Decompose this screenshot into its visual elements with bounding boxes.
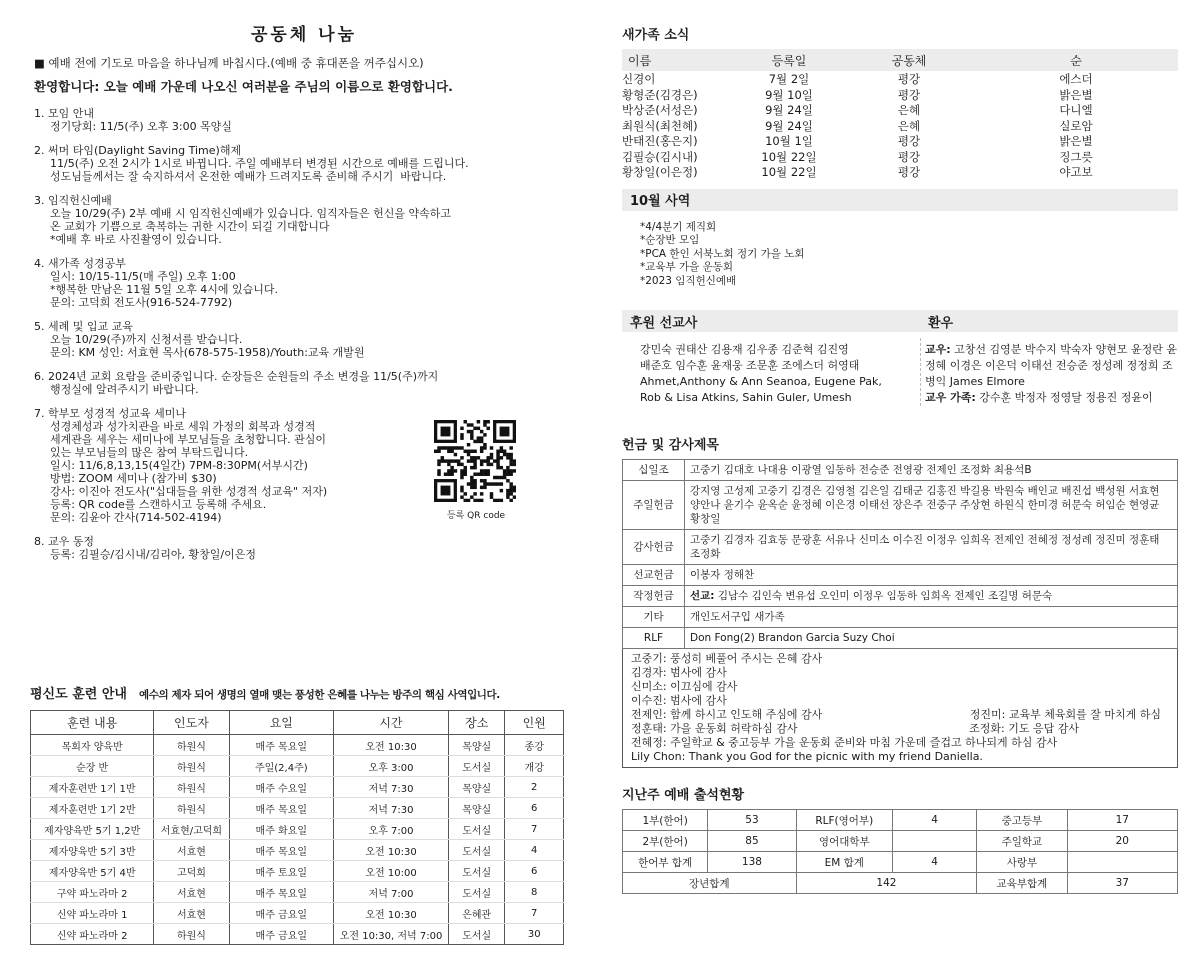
training-cell: 6 [505,861,564,882]
offering-names-text: 고중기 김대호 나대용 이광열 임동하 전승준 전영광 전제인 조정화 최용석B [690,464,1032,476]
new-family-cell: 평강 [897,149,921,164]
announcement-line: 오늘 10/29(주) 2부 예배 시 임직헌신예배가 있습니다. 임직자들은 헌신을 약속하고 [50,207,452,220]
announcement-heading: 6. 2024년 교회 요람을 준비중입니다. 순장들은 순원들의 주소 변경을 11/5(주)까지 [34,370,439,383]
training-cell: 오전 10:30 [334,735,449,756]
training-cell: 신약 파노라마 2 [31,924,154,945]
training-cell: 6 [505,798,564,819]
sick-label-members: 교우: [925,343,951,356]
announcement-line: 11/5(주) 오전 2시가 1시로 바뀝니다. 주일 예배부터 변경된 시간으로 예배를 드립니다. [50,157,469,170]
offering-names-text: 개인도서구입 새가족 [690,611,785,623]
training-cell: 서효현 [154,903,229,924]
training-cell: 목양실 [449,798,505,819]
training-cell: 하원식 [154,924,229,945]
attendance-cell: 중고등부 [977,810,1067,831]
announcement-heading: 2. 써머 타임(Daylight Saving Time)해제 [34,144,242,157]
training-cell: 제자훈련반 1기 1반 [31,777,154,798]
offering-row [623,628,1178,649]
attendance-cell: 영어대학부 [796,831,892,852]
announcement-heading: 5. 세례 및 입교 교육 [34,320,133,333]
qr-code-block[interactable] [434,420,518,521]
new-family-cell: 황형준(김경은) [622,87,698,102]
announcement-line: 정기당회: 11/5(주) 오후 3:00 목양실 [50,120,232,133]
october-item: *PCA 한인 서북노회 정기 가을 노회 [640,247,805,260]
new-family-row [622,119,1178,135]
attendance-cell [892,831,976,852]
new-family-cell: 10월 1일 [765,134,813,148]
training-cell: 매주 목요일 [229,798,334,819]
new-family-cell: 박상준(서성은) [622,103,698,117]
october-item: *4/4분기 제직회 [640,220,717,233]
attendance-title: 지난주 예배 출석현황 [622,788,745,803]
announcement-line: 온 교회가 기쁨으로 축복하는 귀한 시간이 되길 기대합니다 [50,220,330,233]
training-cell: 목양실 [449,777,505,798]
training-cell: 은혜관 [449,903,505,924]
training-row [31,798,564,819]
new-family-cell: 징그릇 [1059,149,1093,164]
new-family-cell: 에스더 [1059,72,1093,86]
attendance-cell: 53 [708,810,796,831]
new-family-cell: 7월 2일 [768,72,810,86]
training-cell: 도서실 [449,840,505,861]
announcement-line: 등록: QR code를 스캔하시고 등록해 주세요. [50,498,267,511]
thanks-item: 정진미: 교육부 체육회를 잘 마치게 하심 [969,708,1161,721]
announcement-item [34,144,574,183]
training-cell: 오전 10:30, 저녁 7:00 [334,924,449,945]
training-column-header: 훈련 내용 [31,711,154,735]
offering-names-text: 강지영 고성제 고중기 김경은 김영철 김은일 김태군 김홍진 박길용 박원숙 배인교 배진섭 백성원 서효현 양안나 윤기수 윤옥순 윤정혜 이은경 이태선 장은주 전중구 주상현 하원식 한미경 허문숙 허임순 현영균 황창일 [690,485,1160,525]
october-title: 10월 사역 [622,189,1178,211]
offering-category: 기타 [623,607,685,628]
training-row [31,735,564,756]
training-cell: 저녁 7:00 [334,882,449,903]
offering-category: 주일헌금 [623,481,685,530]
attendance-cell: 한어부 합계 [623,852,708,873]
offering-names [685,530,1178,565]
october-item: *2023 임직헌신예배 [640,274,737,287]
announcement-line: 문의: 고덕희 전도사(916-524-7792) [50,296,233,309]
attendance-cell: 1부(한어) [623,810,708,831]
offering-row [623,481,1178,530]
offering-names [685,607,1178,628]
training-cell: 하원식 [154,756,229,777]
attendance-cell: EM 합계 [796,852,892,873]
training-cell: 도서실 [449,861,505,882]
qr-caption: 등록 QR code [446,511,506,521]
attendance-cell: 20 [1067,831,1177,852]
new-family-row [622,88,1178,104]
october-item: *순장반 모임 [640,234,700,246]
training-cell: 종강 [505,735,564,756]
training-cell: 서효현/고덕희 [154,819,229,840]
worship-notice: ■ 예배 전에 기도로 마음을 하나님께 바칩시다.(예배 중 휴대폰을 꺼주십시오) [34,56,424,70]
training-cell: 도서실 [449,882,505,903]
training-cell: 2 [505,777,564,798]
new-family-cell: 최원식(최천혜) [622,118,698,133]
sick-title: 환우 [920,310,1178,332]
announcement-item [34,370,574,396]
new-family-column-header: 이름 [628,53,652,68]
announcement-line: *행복한 만남은 11월 5일 오후 4시에 있습니다. [50,283,278,296]
training-cell: 매주 수요일 [229,777,334,798]
training-cell: 도서실 [449,819,505,840]
offering-names-text: 고중기 김경자 김효동 문광훈 서유나 신미소 이수진 이정우 임희옥 전제인 전혜정 정성례 정진미 정훈태 조정화 [690,534,1160,560]
training-cell: 신약 파노라마 1 [31,903,154,924]
training-row [31,861,564,882]
announcement-line: *예배 후 바로 사진촬영이 있습니다. [50,233,222,246]
training-cell: 제자양육반 5기 4반 [31,861,154,882]
training-cell: 구약 파노라마 2 [31,882,154,903]
training-cell: 하원식 [154,735,229,756]
new-family-cell: 평강 [897,165,921,179]
training-cell: 오후 7:00 [334,819,449,840]
right-column [622,0,1178,894]
welcome-message: 환영합니다: 오늘 예배 가운데 나오신 여러분을 주님의 이름으로 환영합니다. [34,79,453,94]
attendance-edu-label: 교육부합계 [977,873,1067,894]
training-title: 평신도 훈련 안내 [30,687,127,702]
new-family-cell: 평강 [897,87,921,102]
announcement-heading: 3. 임직헌신예배 [34,194,112,207]
offering-names-text: Don Fong(2) Brandon Garcia Suzy Choi [690,632,895,644]
training-cell: 제자양육반 5기 1,2반 [31,819,154,840]
training-row [31,840,564,861]
training-cell: 고덕희 [154,861,229,882]
missionary-line: 강민숙 권태산 김용재 김우종 김준혁 김진영 [640,343,849,356]
announcement-heading: 4. 새가족 성경공부 [34,257,126,270]
training-cell: 목회자 양육반 [31,735,154,756]
attendance-row [623,831,1178,852]
training-cell: 4 [505,840,564,861]
announcement-heading: 7. 학부모 성경적 성교육 세미나 [34,407,186,420]
training-cell: 서효현 [154,840,229,861]
announcement-item [34,194,574,246]
offering-row [623,530,1178,565]
new-family-cell: 실로암 [1059,118,1093,133]
training-cell: 서효현 [154,882,229,903]
training-cell: 오전 10:30 [334,903,449,924]
offering-table [622,459,1178,649]
thanks-item: 정훈태: 가을 운동회 허락하심 감사 [631,722,798,735]
new-family-column-header: 등록일 [771,53,807,68]
offering-category: 십일조 [623,460,685,481]
october-item: *교육부 가을 운동회 [640,261,734,273]
training-cell: 오전 10:00 [334,861,449,882]
offering-names [685,586,1178,607]
offering-row [623,565,1178,586]
training-cell: 매주 목요일 [229,735,334,756]
training-cell: 오후 3:00 [334,756,449,777]
offering-category: RLF [623,628,685,649]
training-cell: 매주 금요일 [229,903,334,924]
attendance-cell: 17 [1067,810,1177,831]
announcement-item [34,320,574,359]
training-cell: 매주 토요일 [229,861,334,882]
training-row [31,882,564,903]
new-family-cell: 10월 22일 [761,165,817,179]
training-row [31,756,564,777]
new-family-cell: 신경이 [622,72,656,86]
missionaries-title: 후원 선교사 [622,310,920,332]
training-cell: 7 [505,903,564,924]
new-family-cell: 평강 [897,134,921,148]
attendance-cell: 사랑부 [977,852,1067,873]
offering-category: 선교헌금 [623,565,685,586]
attendance-row [623,852,1178,873]
training-cell: 개강 [505,756,564,777]
offering-row [623,586,1178,607]
training-column-header: 장소 [449,711,505,735]
training-cell: 30 [505,924,564,945]
offering-category: 감사헌금 [623,530,685,565]
announcement-item [34,535,574,561]
announcement-line: 등록: 김필승/김시내/김리아, 황창일/이은정 [50,548,256,561]
offering-names [685,460,1178,481]
offering-names [685,628,1178,649]
training-cell: 8 [505,882,564,903]
new-family-cell: 밝은별 [1059,134,1093,148]
training-cell: 매주 금요일 [229,924,334,945]
new-family-cell: 은혜 [897,103,921,117]
attendance-cell: 주일학교 [977,831,1067,852]
training-cell: 목양실 [449,735,505,756]
thanks-item: 김경자: 범사에 감사 [631,666,727,679]
offering-names [685,481,1178,530]
offering-names-text: 이봉자 정해찬 [690,569,755,581]
training-cell: 하원식 [154,777,229,798]
thanks-item: 전혜정: 주일학교 & 중고등부 가을 운동회 준비와 마침 가운데 즐겁고 하나되게 하심 감사 [631,736,1058,749]
announcement-heading: 1. 모임 안내 [34,107,94,120]
training-cell: 도서실 [449,924,505,945]
announcement-item [34,107,574,133]
new-family-cell: 10월 22일 [761,149,817,164]
new-family-row [622,165,1178,181]
attendance-cell: 4 [892,810,976,831]
training-cell: 제자훈련반 1기 2반 [31,798,154,819]
new-family-list [622,71,1178,181]
training-column-header: 요일 [229,711,334,735]
offering-category: 작정헌금 [623,586,685,607]
training-cell: 도서실 [449,756,505,777]
training-column-header: 인원 [505,711,564,735]
thanks-item: Lily Chon: Thank you God for the picnic with my friend Daniella. [631,750,983,763]
training-row [31,777,564,798]
offering-names [685,565,1178,586]
new-family-header [622,49,1178,71]
sick-label-family: 교우 가족: [925,391,976,404]
new-family-cell: 반태진(홍은지) [622,134,698,148]
sick-family: 강수훈 박정자 정영달 정용진 정윤이 [979,391,1153,404]
attendance-cell: 138 [708,852,796,873]
thanks-item: 조정화: 기도 응답 감사 [969,722,1079,735]
training-column-header: 인도자 [154,711,229,735]
offering-names-text: 김남수 김인숙 변유섭 오인미 이정우 임동하 임희옥 전제인 조길명 허문숙 [714,590,1053,602]
training-cell: 제자양육반 5기 3반 [31,840,154,861]
new-family-row [622,103,1178,119]
announcement-line: 성경체성과 성가치관을 바로 세워 가정의 회복과 성경적 [50,420,316,433]
thanks-item: 전제인: 함께 하시고 인도해 주심에 감사 [631,708,823,721]
new-family-column-header: 공동체 [891,53,927,68]
announcement-line: 있는 부모님들의 많은 참여 부탁드립니다. [50,446,249,459]
attendance-total-value: 142 [796,873,977,894]
training-cell: 순장 반 [31,756,154,777]
thanks-item: 고중기: 풍성히 베풀어 주시는 은혜 감사 [631,652,823,665]
missionary-line: Rob & Lisa Atkins, Sahin Guler, Umesh [640,391,852,404]
new-family-column-header: 순 [1070,53,1082,68]
announcement-line: 오늘 10/29(주)까지 신청서를 받습니다. [50,333,243,346]
announcement-line: 문의: 김윤아 간사(714-502-4194) [50,511,222,524]
announcement-item [34,257,574,309]
attendance-cell [1067,852,1177,873]
sick-list [920,338,1178,406]
training-cell: 매주 목요일 [229,840,334,861]
new-family-row [622,134,1178,150]
training-column-header: 시간 [334,711,449,735]
new-family-cell: 평강 [897,72,921,86]
announcement-line: 일시: 11/6,8,13,15(4일간) 7PM-8:30PM(서부시간) [50,459,308,472]
training-row [31,903,564,924]
training-cell: 하원식 [154,798,229,819]
missionaries-list [622,332,920,406]
offering-title: 헌금 및 감사제목 [622,438,719,453]
training-cell: 7 [505,819,564,840]
training-section [30,683,564,945]
new-family-cell: 9월 24일 [765,103,813,117]
announcement-line: 방법: ZOOM 세미나 (참가비 $30) [50,472,217,485]
new-family-title: 새가족 소식 [622,28,690,43]
announcement-line: 세계관을 세우는 세미나에 부모님들을 초청합니다. 관심이 [50,433,327,446]
training-row [31,924,564,945]
new-family-cell: 은혜 [897,118,921,133]
missionary-line: Ahmet,Anthony & Ann Seanoa, Eugene Pak, [640,375,882,388]
missionary-line: 배준호 임수훈 윤재웅 조문훈 조에스더 허영태 [640,359,860,372]
thanks-item: 이수진: 범사에 감사 [631,694,727,707]
new-family-row [622,72,1178,88]
training-row [31,819,564,840]
training-cell: 주일(2,4주) [229,756,334,777]
announcement-line: 성도님들께서는 잘 숙지하셔서 온전한 예배가 드려지도록 준비해 주시기 바랍니다. [50,170,447,183]
attendance-cell: 2부(한어) [623,831,708,852]
training-cell: 저녁 7:30 [334,777,449,798]
offering-label: 선교: [690,590,715,602]
announcement-heading: 8. 교우 동정 [34,535,94,548]
attendance-total-label: 장년합계 [623,873,797,894]
announcement-line: 일시: 10/15-11/5(매 주일) 오후 1:00 [50,270,236,283]
new-family-cell: 밝은별 [1059,87,1093,102]
new-family-cell: 야고보 [1059,165,1093,179]
new-family-cell: 김필승(김시내) [622,149,698,164]
sick-members: 고창선 김영분 박수지 박숙자 양현모 윤정란 윤정혜 이경은 이은덕 이태선 전승준 정성례 정정희 조병익 James Elmore [925,343,1178,388]
new-family-row [622,150,1178,166]
announcement-line: 강사: 이진아 전도사("십대들을 위한 성경적 성교육" 저자) [50,485,328,498]
attendance-row [623,810,1178,831]
new-family-cell: 9월 24일 [765,118,813,133]
offering-row [623,607,1178,628]
new-family-cell: 다니엘 [1059,103,1093,117]
training-subtitle: 예수의 제자 되어 생명의 열매 맺는 풍성한 은혜를 나누는 방주의 핵심 사역입니다. [138,689,500,701]
new-family-cell: 9월 10일 [765,87,813,102]
attendance-cell: 85 [708,831,796,852]
thanks-item: 신미소: 이끄심에 감사 [631,680,738,693]
training-cell: 저녁 7:30 [334,798,449,819]
thanks-list [622,649,1178,768]
training-table [30,710,564,945]
announcement-line: 행정실에 알려주시기 바랍니다. [50,383,199,396]
qr-code-icon[interactable] [434,420,516,502]
october-list [622,211,1178,289]
training-cell: 매주 화요일 [229,819,334,840]
attendance-edu-value: 37 [1067,873,1177,894]
attendance-cell: 4 [892,852,976,873]
attendance-table [622,809,1178,894]
announcement-line: 문의: KM 성인: 서효현 목사(678-575-1958)/Youth:교육 개발원 [50,346,365,359]
training-cell: 오전 10:30 [334,840,449,861]
training-cell: 매주 목요일 [229,882,334,903]
attendance-cell: RLF(영어부) [796,810,892,831]
offering-row [623,460,1178,481]
page-title: 공동체 나눔 [250,25,358,45]
new-family-cell: 황창일(이은정) [622,165,698,179]
